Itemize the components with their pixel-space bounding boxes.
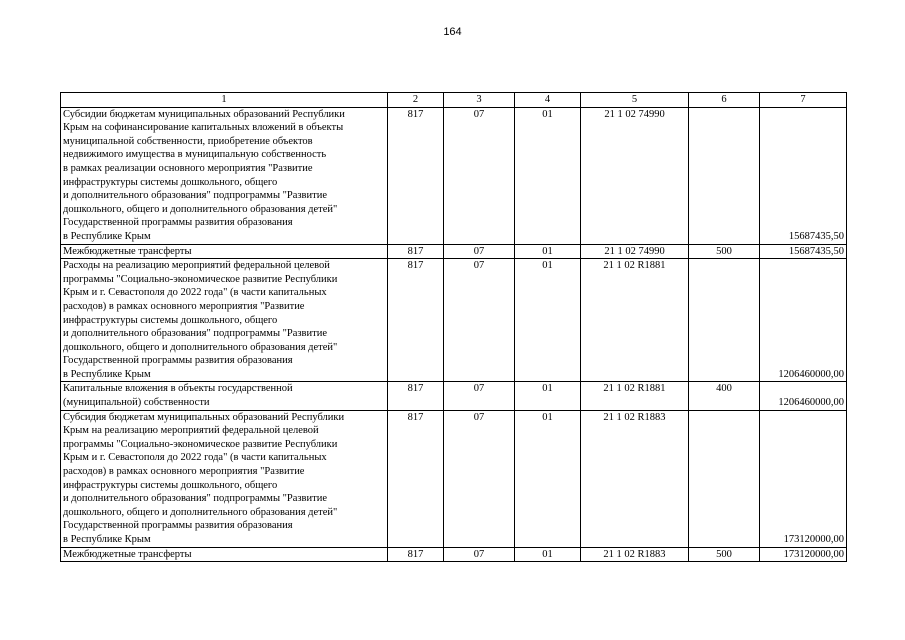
row-description: Межбюджетные трансферты <box>61 244 388 259</box>
row-subsection-code: 01 <box>515 107 581 244</box>
row-subsection-code: 01 <box>515 382 581 410</box>
row-expense-type <box>689 107 760 244</box>
row-section-code: 07 <box>444 244 515 259</box>
row-section-code: 07 <box>444 107 515 244</box>
row-ministry-code: 817 <box>388 259 444 382</box>
row-description: Субсидии бюджетам муниципальных образований Республики Крым на софинансирование капитальных вложений в объекты муниципальной собственности, приобретение объектов недвижимого имущества в муниципальную собственность в рамках реализации основного мероприятия "Развитие инфраструктуры системы дошкольного, общего и дополнительного образования" подпрограммы "Развитие дошкольного, общего и дополнительного образования детей" Государственной программы развития образования в Республике Крым <box>61 107 388 244</box>
row-description: Капитальные вложения в объекты государственной (муниципальной) собственности <box>61 382 388 410</box>
row-ministry-code: 817 <box>388 410 444 547</box>
row-subsection-code: 01 <box>515 547 581 562</box>
row-section-code: 07 <box>444 259 515 382</box>
row-amount: 15687435,50 <box>760 107 847 244</box>
table-row <box>61 382 847 410</box>
row-ministry-code: 817 <box>388 244 444 259</box>
row-section-code: 07 <box>444 410 515 547</box>
row-expense-type <box>689 259 760 382</box>
header-cell: 7 <box>760 93 847 108</box>
row-section-code: 07 <box>444 382 515 410</box>
row-amount: 173120000,00 <box>760 410 847 547</box>
header-cell: 6 <box>689 93 760 108</box>
header-cell: 2 <box>388 93 444 108</box>
row-subsection-code: 01 <box>515 410 581 547</box>
row-amount: 1206460000,00 <box>760 382 847 410</box>
row-description: Субсидия бюджетам муниципальных образований Республики Крым на реализацию мероприятий федеральной целевой программы "Социально-экономическое развитие Республики Крым и г. Севастополя до 2022 года" (в части капитальных расходов) в рамках основного мероприятия "Развитие инфраструктуры системы дошкольного, общего и дополнительного образования" подпрограммы "Развитие дошкольного, общего и дополнительного образования детей" Государственной программы развития образования в Республике Крым <box>61 410 388 547</box>
row-expense-type: 500 <box>689 244 760 259</box>
row-amount: 15687435,50 <box>760 244 847 259</box>
row-target-article: 21 1 02 74990 <box>581 244 689 259</box>
row-expense-type <box>689 410 760 547</box>
row-amount: 1206460000,00 <box>760 259 847 382</box>
table-row <box>61 410 847 547</box>
table-row <box>61 259 847 382</box>
header-cell: 3 <box>444 93 515 108</box>
row-target-article: 21 1 02 R1881 <box>581 382 689 410</box>
row-ministry-code: 817 <box>388 547 444 562</box>
row-expense-type: 500 <box>689 547 760 562</box>
row-section-code: 07 <box>444 547 515 562</box>
row-target-article: 21 1 02 74990 <box>581 107 689 244</box>
row-ministry-code: 817 <box>388 382 444 410</box>
row-subsection-code: 01 <box>515 259 581 382</box>
row-target-article: 21 1 02 R1883 <box>581 410 689 547</box>
row-target-article: 21 1 02 R1883 <box>581 547 689 562</box>
page-number: 164 <box>443 26 462 38</box>
row-description: Расходы на реализацию мероприятий федеральной целевой программы "Социально-экономическое развитие Республики Крым и г. Севастополя до 2022 года" (в части капитальных расходов) в рамках основного мероприятия "Развитие инфраструктуры системы дошкольного, общего и дополнительного образования" подпрограммы "Развитие дошкольного, общего и дополнительного образования детей" Государственной программы развития образования в Республике Крым <box>61 259 388 382</box>
row-amount: 173120000,00 <box>760 547 847 562</box>
header-cell: 1 <box>61 93 388 108</box>
budget-table <box>60 92 847 562</box>
row-target-article: 21 1 02 R1881 <box>581 259 689 382</box>
table-header-row <box>61 93 847 108</box>
table-row <box>61 244 847 259</box>
table-row <box>61 547 847 562</box>
header-cell: 4 <box>515 93 581 108</box>
table-row <box>61 107 847 244</box>
row-description: Межбюджетные трансферты <box>61 547 388 562</box>
row-subsection-code: 01 <box>515 244 581 259</box>
row-expense-type: 400 <box>689 382 760 410</box>
header-cell: 5 <box>581 93 689 108</box>
row-ministry-code: 817 <box>388 107 444 244</box>
